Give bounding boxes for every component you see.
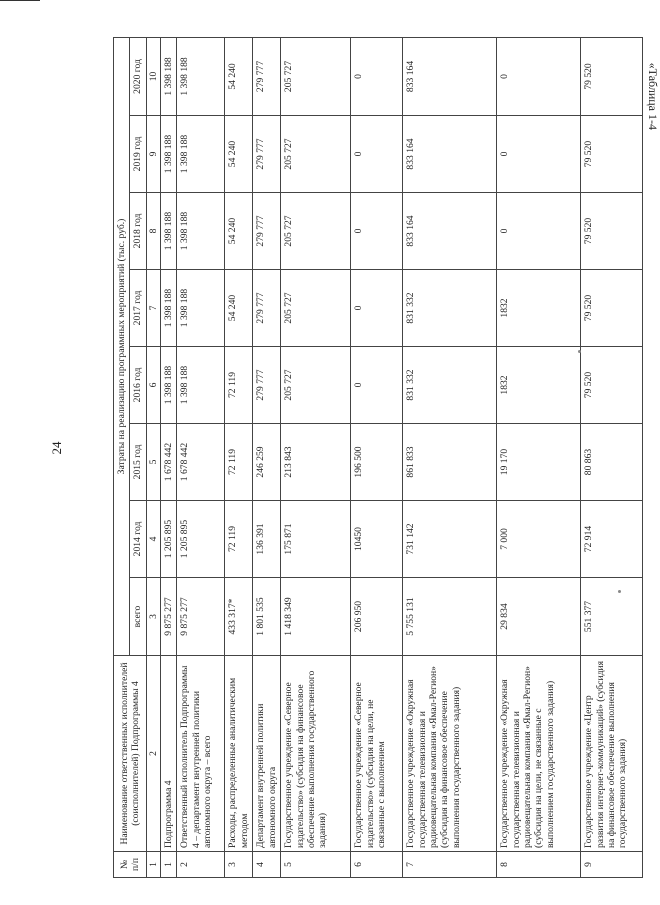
cell-year-value: 0	[497, 37, 581, 115]
cell-year-value: 1 398 188	[177, 193, 225, 270]
row-executor-name: Расходы, распределенные аналитическим методом	[225, 656, 253, 852]
column-index: 8	[146, 193, 160, 270]
row-executor-name: Государственное учреждение «Северное издательство» (субсидия на цели, не связанные с выполнением	[351, 656, 403, 852]
row-executor-name: Ответственный исполнитель Подпрограммы 4 – департамент внутренней политики автономного округа – всего	[177, 656, 225, 852]
header-year: 2017 год	[130, 270, 146, 347]
header-no: № п/п	[114, 852, 147, 878]
cell-year-value: 80 863	[581, 424, 643, 501]
table-row	[225, 37, 253, 877]
row-executor-name: Департамент внутренней политики автономного округа	[253, 656, 281, 852]
cell-year-value: 19 170	[497, 424, 581, 501]
cell-year-value: 0	[497, 116, 581, 193]
row-number: 4	[253, 852, 281, 878]
cell-year-value: 861 833	[403, 424, 497, 501]
cell-total: 551 377	[581, 578, 643, 656]
header-year: 2018 год	[130, 193, 146, 270]
column-index: 7	[146, 270, 160, 347]
cell-year-value: 279 777	[253, 37, 281, 115]
scan-speck	[578, 350, 581, 353]
column-index-row	[146, 37, 160, 877]
cell-year-value: 1 398 188	[160, 37, 176, 115]
row-executor-name: Подпрограмма 4	[160, 656, 176, 852]
row-number: 3	[225, 852, 253, 878]
cell-total: 206 950	[351, 578, 403, 656]
cell-year-value: 79 520	[581, 116, 643, 193]
cell-year-value: 0	[351, 116, 403, 193]
column-index: 4	[146, 501, 160, 578]
cell-year-value: 1 205 895	[160, 501, 176, 578]
row-number: 8	[497, 852, 581, 878]
row-number: 6	[351, 852, 403, 878]
table-row	[403, 37, 497, 877]
cell-year-value: 136 391	[253, 501, 281, 578]
cell-year-value: 205 727	[281, 270, 351, 347]
cell-year-value: 831 332	[403, 347, 497, 424]
cell-year-value: 1 398 188	[177, 116, 225, 193]
costs-table	[113, 37, 643, 878]
column-index: 9	[146, 116, 160, 193]
cell-year-value: 1832	[497, 270, 581, 347]
column-index: 2	[146, 656, 160, 852]
cell-year-value: 279 777	[253, 347, 281, 424]
cell-total: 1 418 349	[281, 578, 351, 656]
column-index: 3	[146, 578, 160, 656]
cell-year-value: 79 520	[581, 193, 643, 270]
header-year: 2019 год	[130, 116, 146, 193]
table-row	[351, 37, 403, 877]
cell-total: 29 834	[497, 578, 581, 656]
cell-year-value: 833 164	[403, 116, 497, 193]
cell-year-value: 79 520	[581, 37, 643, 115]
cell-year-value: 72 119	[225, 424, 253, 501]
cell-year-value: 54 240	[225, 116, 253, 193]
column-index: 6	[146, 347, 160, 424]
cell-total: 433 317*	[225, 578, 253, 656]
cell-year-value: 731 142	[403, 501, 497, 578]
cell-year-value: 1 678 442	[160, 424, 176, 501]
cell-year-value: 205 727	[281, 37, 351, 115]
cell-year-value: 279 777	[253, 270, 281, 347]
row-executor-name: Государственное учреждение «Центр развития интернет-коммуникаций» (субсидия на финансовое обеспечение выполнения государственного задания)	[581, 656, 643, 852]
cell-year-value: 1832	[497, 347, 581, 424]
row-number: 1	[160, 852, 176, 878]
header-year: 2016 год	[130, 347, 146, 424]
header-total: всего	[130, 578, 146, 656]
cell-year-value: 205 727	[281, 116, 351, 193]
cell-year-value: 205 727	[281, 347, 351, 424]
cell-total: 5 755 131	[403, 578, 497, 656]
table-caption: «Таблица 1-4	[646, 62, 660, 130]
table-body	[160, 37, 642, 877]
table-row	[177, 37, 225, 877]
cell-year-value: 0	[351, 37, 403, 115]
cell-year-value: 196 500	[351, 424, 403, 501]
cell-year-value: 1 678 442	[177, 424, 225, 501]
cell-year-value: 1 398 188	[160, 270, 176, 347]
cell-year-value: 1 398 188	[160, 116, 176, 193]
cell-year-value: 10450	[351, 501, 403, 578]
cell-year-value: 1 398 188	[160, 193, 176, 270]
cell-year-value: 1 398 188	[177, 270, 225, 347]
cell-total: 9 875 277	[160, 578, 176, 656]
cell-year-value: 0	[351, 270, 403, 347]
rotated-table-wrapper	[113, 38, 629, 878]
cell-total: 9 875 277	[177, 578, 225, 656]
cell-year-value: 279 777	[253, 116, 281, 193]
cell-year-value: 1 205 895	[177, 501, 225, 578]
cell-year-value: 79 520	[581, 347, 643, 424]
cell-year-value: 213 843	[281, 424, 351, 501]
row-executor-name: Государственное учреждение «Окружная государственная телевизионная и радиовещательная компания «Ямал-Регион» (субсидия на цели, не связанные с выполнением государственного задания)	[497, 656, 581, 852]
cell-year-value: 72 914	[581, 501, 643, 578]
cell-year-value: 246 259	[253, 424, 281, 501]
row-number: 5	[281, 852, 351, 878]
cell-year-value: 54 240	[225, 37, 253, 115]
row-number: 9	[581, 852, 643, 878]
header-year: 2015 год	[130, 424, 146, 501]
table-row	[581, 37, 643, 877]
cell-year-value: 0	[497, 193, 581, 270]
page-number: 24	[49, 441, 64, 455]
header-name: Наименование ответственных исполнителей (соисполнителей) Подпрограммы 4	[114, 656, 147, 852]
cell-year-value: 1 398 188	[177, 37, 225, 115]
table-row	[281, 37, 351, 877]
cell-year-value: 833 164	[403, 37, 497, 115]
cell-total: 1 801 535	[253, 578, 281, 656]
cell-year-value: 72 119	[225, 347, 253, 424]
cell-year-value: 279 777	[253, 193, 281, 270]
cell-year-value: 54 240	[225, 193, 253, 270]
cell-year-value: 0	[351, 347, 403, 424]
cell-year-value: 0	[351, 193, 403, 270]
cell-year-value: 54 240	[225, 270, 253, 347]
row-number: 7	[403, 852, 497, 878]
row-executor-name: Государственное учреждение «Северное издательство» (субсидия на финансовое обеспечение выполнения государственного задания)	[281, 656, 351, 852]
cell-year-value: 833 164	[403, 193, 497, 270]
table-row	[160, 37, 176, 877]
top-rule	[0, 0, 40, 1]
cell-year-value: 205 727	[281, 193, 351, 270]
cell-year-value: 831 332	[403, 270, 497, 347]
header-costs: Затраты на реализацию программных мероприятий (тыс. руб.)	[114, 37, 130, 655]
header-year: 2020 год	[130, 37, 146, 115]
column-index: 1	[146, 852, 160, 878]
header-year: 2014 год	[130, 501, 146, 578]
cell-year-value: 79 520	[581, 270, 643, 347]
row-executor-name: Государственное учреждение «Окружная государственная телевизионная и радиовещательная компания «Ямал-Регион» (субсидия на финансовое обеспечение выполнения государственного задания)	[403, 656, 497, 852]
column-index: 10	[146, 37, 160, 115]
table-row	[253, 37, 281, 877]
cell-year-value: 72 119	[225, 501, 253, 578]
row-number: 2	[177, 852, 225, 878]
cell-year-value: 175 871	[281, 501, 351, 578]
cell-year-value: 7 000	[497, 501, 581, 578]
scan-speck	[618, 590, 621, 593]
table-row	[497, 37, 581, 877]
column-index: 5	[146, 424, 160, 501]
cell-year-value: 1 398 188	[160, 347, 176, 424]
cell-year-value: 1 398 188	[177, 347, 225, 424]
